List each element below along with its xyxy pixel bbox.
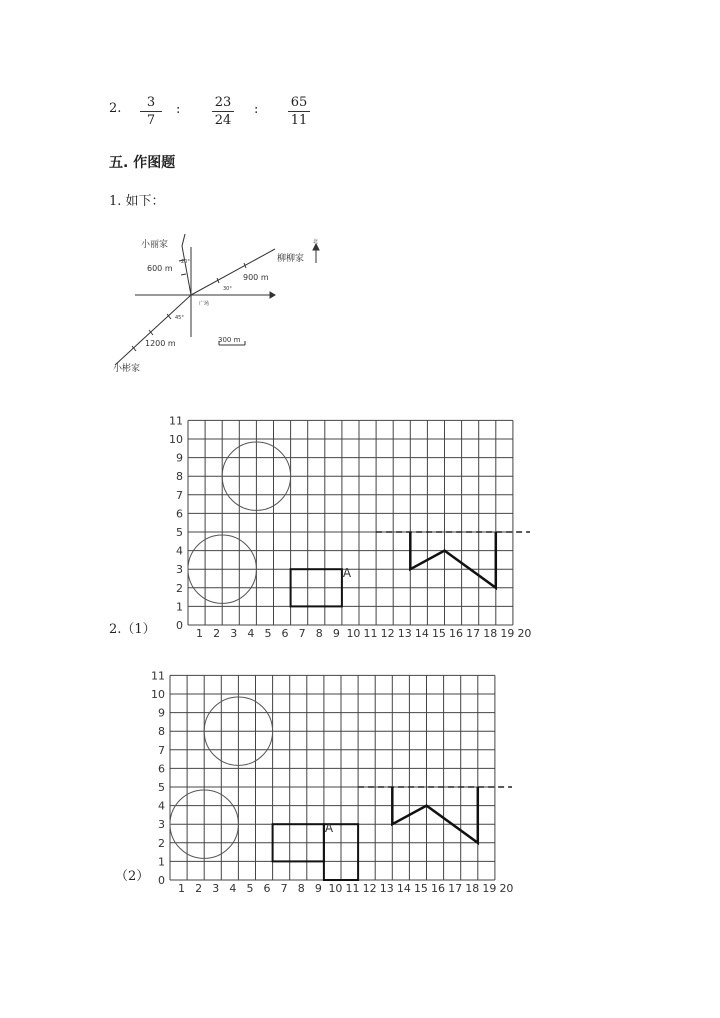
point-a-label: A (342, 566, 352, 581)
y-tick-label: 10 (169, 433, 183, 446)
y-tick-label: 9 (176, 451, 183, 465)
x-tick-label: 14 (414, 627, 429, 640)
section-title: 五. 作图题 (109, 155, 176, 171)
question-2-1-label: 2.（1） (109, 622, 156, 637)
x-tick-label: 2 (213, 627, 221, 640)
question-2-2-label: （2） (115, 869, 150, 884)
y-tick-label: 9 (158, 706, 165, 720)
x-tick-label: 4 (229, 882, 237, 895)
x-tick-label: 15 (413, 882, 428, 895)
x-tick-label: 4 (247, 627, 255, 640)
y-tick-label: 0 (158, 874, 165, 887)
center-label: 广场 (199, 301, 210, 307)
y-tick-label: 0 (176, 619, 183, 632)
x-tick-label: 12 (362, 882, 377, 895)
distance-900: 900 m (243, 273, 269, 282)
x-tick-label: 14 (396, 882, 411, 895)
y-tick-label: 5 (176, 526, 183, 539)
y-tick-label: 2 (158, 836, 165, 850)
y-tick-label: 3 (176, 563, 183, 577)
x-tick-label: 16 (431, 882, 446, 895)
denominator: 7 (146, 113, 156, 128)
scale-label: 300 m (218, 336, 241, 344)
x-tick-label: 16 (449, 627, 464, 640)
place-xiaobin: 小彬家 (113, 364, 141, 374)
x-tick-label: 17 (466, 627, 481, 640)
x-tick-label: 7 (298, 627, 306, 640)
y-tick-label: 10 (151, 688, 165, 701)
x-tick-label: 3 (212, 882, 220, 895)
y-tick-label: 8 (176, 470, 183, 484)
distance-1200: 1200 m (145, 339, 176, 348)
y-tick-label: 4 (176, 544, 183, 558)
numerator: 3 (146, 95, 156, 110)
y-tick-label: 1 (176, 600, 183, 614)
y-tick-label: 7 (158, 743, 165, 757)
x-tick-label: 18 (483, 627, 498, 640)
y-tick-label: 11 (151, 669, 165, 683)
y-tick-label: 4 (158, 799, 165, 813)
y-tick-label: 5 (158, 781, 165, 794)
x-tick-label: 17 (448, 882, 463, 895)
angle-20: 20° (181, 259, 190, 265)
x-tick-label: 6 (281, 627, 289, 640)
question-1-label: 1. 如下： (109, 194, 165, 209)
x-tick-label: 3 (230, 627, 238, 640)
x-tick-label: 13 (379, 882, 394, 895)
y-tick-label: 11 (169, 414, 183, 428)
x-tick-label: 11 (345, 882, 360, 895)
y-tick-label: 3 (158, 818, 165, 832)
angle-45: 45° (175, 315, 184, 321)
denominator: 11 (290, 113, 308, 128)
x-tick-label: 1 (196, 627, 204, 640)
y-tick-label: 2 (176, 581, 183, 595)
x-tick-label: 9 (332, 627, 340, 640)
x-tick-label: 5 (246, 882, 254, 895)
x-tick-label: 9 (314, 882, 322, 895)
x-tick-label: 6 (263, 882, 271, 895)
x-tick-label: 12 (380, 627, 395, 640)
y-tick-label: 7 (176, 488, 183, 502)
point-a-label: A (324, 821, 334, 836)
x-tick-label: 15 (431, 627, 446, 640)
x-tick-label: 19 (500, 627, 515, 640)
numerator: 23 (214, 95, 232, 110)
x-tick-label: 13 (397, 627, 412, 640)
polyline-shape (392, 787, 478, 843)
y-tick-label: 1 (158, 855, 165, 869)
place-xiaoli: 小丽家 (141, 240, 169, 250)
denominator: 24 (214, 113, 232, 128)
x-tick-label: 1 (178, 882, 186, 895)
x-tick-label: 10 (328, 882, 343, 895)
x-tick-label: 20 (499, 882, 514, 895)
y-tick-label: 8 (158, 725, 165, 739)
y-tick-label: 6 (158, 762, 165, 776)
y-tick-label: 6 (176, 507, 183, 521)
x-tick-label: 5 (264, 627, 272, 640)
x-tick-label: 20 (517, 627, 532, 640)
x-tick-label: 7 (280, 882, 288, 895)
x-tick-label: 2 (195, 882, 203, 895)
x-tick-label: 18 (465, 882, 480, 895)
x-tick-label: 19 (482, 882, 497, 895)
x-tick-label: 11 (363, 627, 378, 640)
distance-600: 600 m (147, 264, 173, 273)
place-liuliu: 柳柳家 (277, 254, 305, 264)
north-label: 北 (313, 239, 319, 245)
ratio-separator: : (254, 102, 259, 117)
numerator: 65 (290, 95, 308, 110)
ratio-separator: : (176, 102, 181, 117)
x-tick-label: 8 (297, 882, 305, 895)
question-number-2: 2. (109, 101, 122, 116)
angle-30: 30° (223, 286, 232, 292)
x-tick-label: 8 (315, 627, 323, 640)
x-tick-label: 10 (346, 627, 361, 640)
